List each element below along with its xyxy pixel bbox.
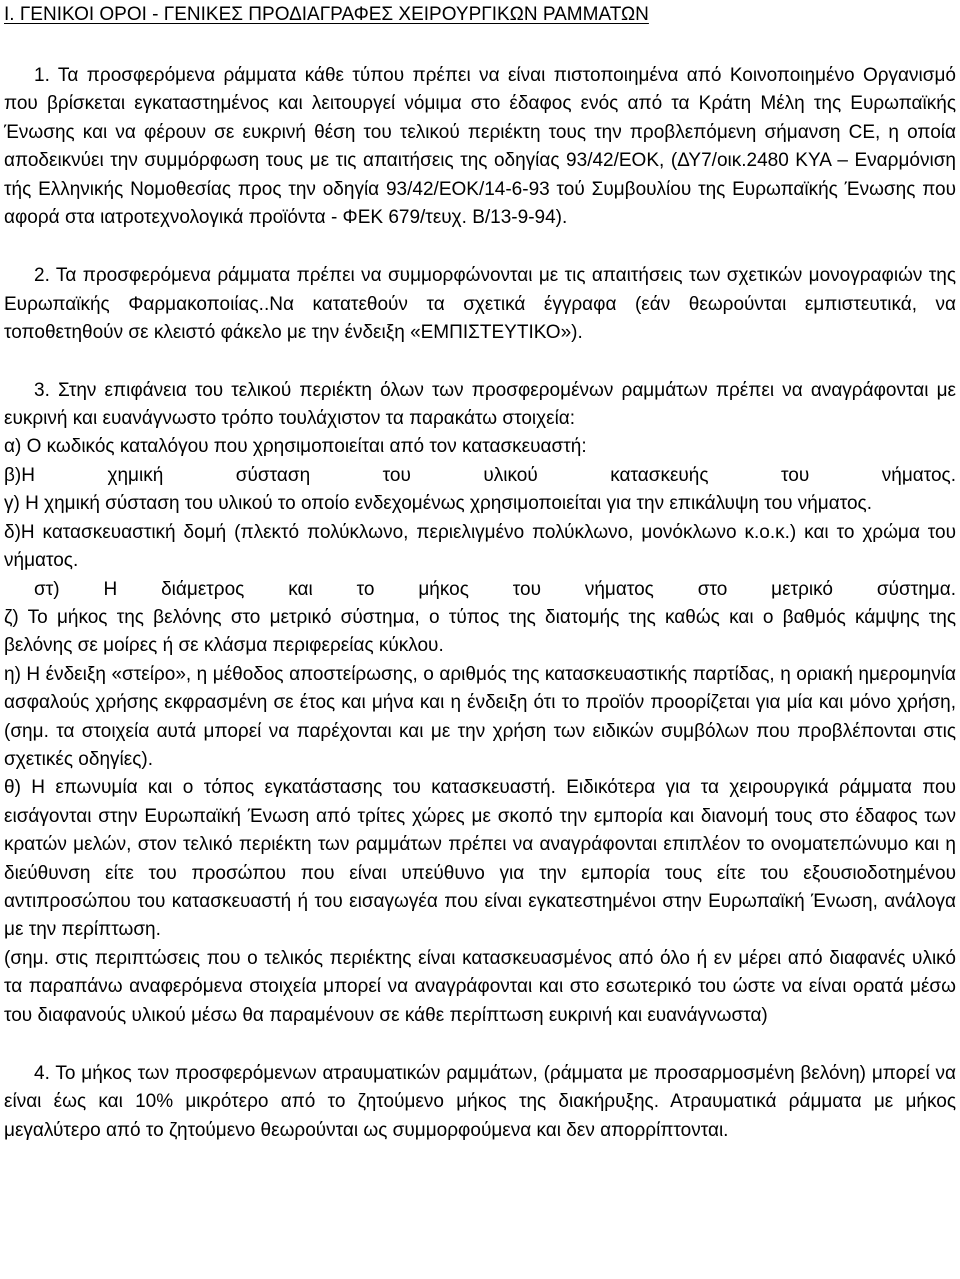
- spacer: [4, 232, 956, 262]
- section-heading: Ι. ΓΕΝΙΚΟΙ ΟΡΟΙ - ΓΕΝΙΚΕΣ ΠΡΟΔΙΑΓΡΑΦΕΣ ΧΕΙΡΟΥΡΓΙΚΩΝ ΡΑΜΜΑΤΩΝ: [4, 4, 649, 25]
- list-item-a: α) Ο κωδικός καταλόγου που χρησιμοποιείται από τον κατασκευαστή:: [4, 436, 587, 458]
- list-item-z: ζ) Το μήκος της βελόνης στο μετρικό σύστημα, ο τύπος της διατομής της καθώς και ο βαθμός κάμψης της βελόνης σε μοίρες ή σε κλάσμα περιφερείας κύκλου.: [4, 606, 956, 657]
- spacer: [4, 29, 956, 62]
- spacer: [4, 348, 956, 377]
- paragraph-2: 2. Τα προσφερόμενα ράμματα πρέπει να συμμορφώνονται με τις απαιτήσεις των σχετικών μονογραφιών της Ευρωπαϊκής Φαρμακοποιίας..Να κατατεθούν τα σχετικά έγγραφα (εάν θεωρούνται εμπιστευτικά, να τοποθετηθούν σε κλειστό φάκελο με την ένδειξη «ΕΜΠΙΣΤΕΥΤΙΚΟ»).: [4, 265, 956, 344]
- list-item-b: β)Η χημική σύσταση του υλικού κατασκευής του νήματος.: [4, 464, 956, 486]
- spacer: [4, 1030, 956, 1060]
- list-item-e: στ) Η διάμετρος και το μήκος του νήματος στο μετρικό σύστημα.: [34, 578, 956, 600]
- paragraph-3-intro: 3. Στην επιφάνεια του τελικού περιέκτη όλων των προσφερομένων ραμμάτων πρέπει να αναγράφονται με ευκρινή και ευανάγνωστο τρόπο τουλάχιστον τα παρακάτω στοιχεία:: [4, 379, 956, 430]
- list-item-c: γ) Η χημική σύσταση του υλικού το οποίο ενδεχομένως χρησιμοποιείται για την επικάλυψη του νήματος.: [4, 493, 872, 515]
- list-item-h: η) Η ένδειξη «στείρο», η μέθοδος αποστείρωσης, ο αριθμός της κατασκευαστικής παρτίδας, η οριακή ημερομηνία ασφαλούς χρήσης εκφρασμένη σε έτος και μήνα και η ένδειξη ότι το προϊόν προορίζεται για μία και μόνο χρήση, (σημ. τα στοιχεία αυτά μπορεί να παρέχονται και με την χρήση των ειδικών συμβόλων που προβλέπονται στις σχετικές οδηγίες).: [4, 663, 956, 770]
- paragraph-1: 1. Τα προσφερόμενα ράμματα κάθε τύπου πρέπει να είναι πιστοποιημένα από Κοινοποιημένο Οργανισμό που βρίσκεται εγκαταστημένος και λειτουργεί νόμιμα στο έδαφος ενός από τα Κράτη Μέλη της Ευρωπαϊκής Ένωσης και να φέρουν σε ευκρινή θέση του τελικού περιέκτη τους την προβλεπόμενη σήμανση CE, η οποία αποδεικνύει την συμμόρφωση τους με τις απαιτήσεις της οδηγίας 93/42/ΕΟΚ, (ΔΥ7/οικ.2480 ΚΥΑ – Εναρμόνιση τής Ελληνικής Νομοθεσίας προς την οδηγία 93/42/ΕΟΚ/14-6-93 τού Συμβουλίου της Ευρωπαϊκής Ένωσης που αφορά στα ιατροτεχνολογικά προϊόντα - ΦΕΚ 679/τευχ. Β/13-9-94).: [4, 65, 956, 229]
- list-item-th: θ) Η επωνυμία και ο τόπος εγκατάστασης του κατασκευαστή. Ειδικότερα για τα χειρουργικά ράμματα που εισάγονται στην Ευρωπαϊκή Ένωση από τρίτες χώρες με σκοπό την εμπορία και διανομή τους στο έδαφος των κρατών μελών, στον τελικό περιέκτη των ραμμάτων πρέπει να αναγράφονται επιπλέον το ονοματεπώνυμο και η διεύθυνση είτε του προσώπου που είναι υπεύθυνο για την εμπορία τους είτε του εξουσιοδοτημένου αντιπροσώπου του κατασκευαστή ή του εισαγωγέα που είναι εγκατεστημένοι στην Ευρωπαϊκή Ένωση, ανάλογα με την περίπτωση.: [4, 777, 956, 941]
- paragraph-4: 4. Το μήκος των προσφερόμενων ατραυματικών ραμμάτων, (ράμματα με προσαρμοσμένη βελόνη) μπορεί να είναι έως και 10% μικρότερο από το ζητούμενο μήκος της διακήρυξης. Ατραυματικά ράμματα με μήκος μεγαλύτερο από το ζητούμενο θεωρούνται ως συμμορφούμενα και δεν απορρίπτονται.: [4, 1063, 956, 1141]
- note-paragraph: (σημ. στις περιπτώσεις που ο τελικός περιέκτης είναι κατασκευασμένος από όλο ή εν μέρει από διαφανές υλικό τα παραπάνω αναφερόμενα στοιχεία μπορεί να αναγράφονται και στο εσωτερικό του ώστε να είναι ορατά μέσω του διαφανούς υλικού μέσω θα παραμένουν σε κάθε περίπτωση ευκρινή και ευανάγνωστα): [4, 947, 956, 1026]
- document-page: [4, 0, 956, 1145]
- list-item-d: δ)Η κατασκευαστική δομή (πλεκτό πολύκλωνο, περιελιγμένο πολύκλωνο, μονόκλωνο κ.ο.κ.) και το χρώμα του νήματος.: [4, 521, 956, 572]
